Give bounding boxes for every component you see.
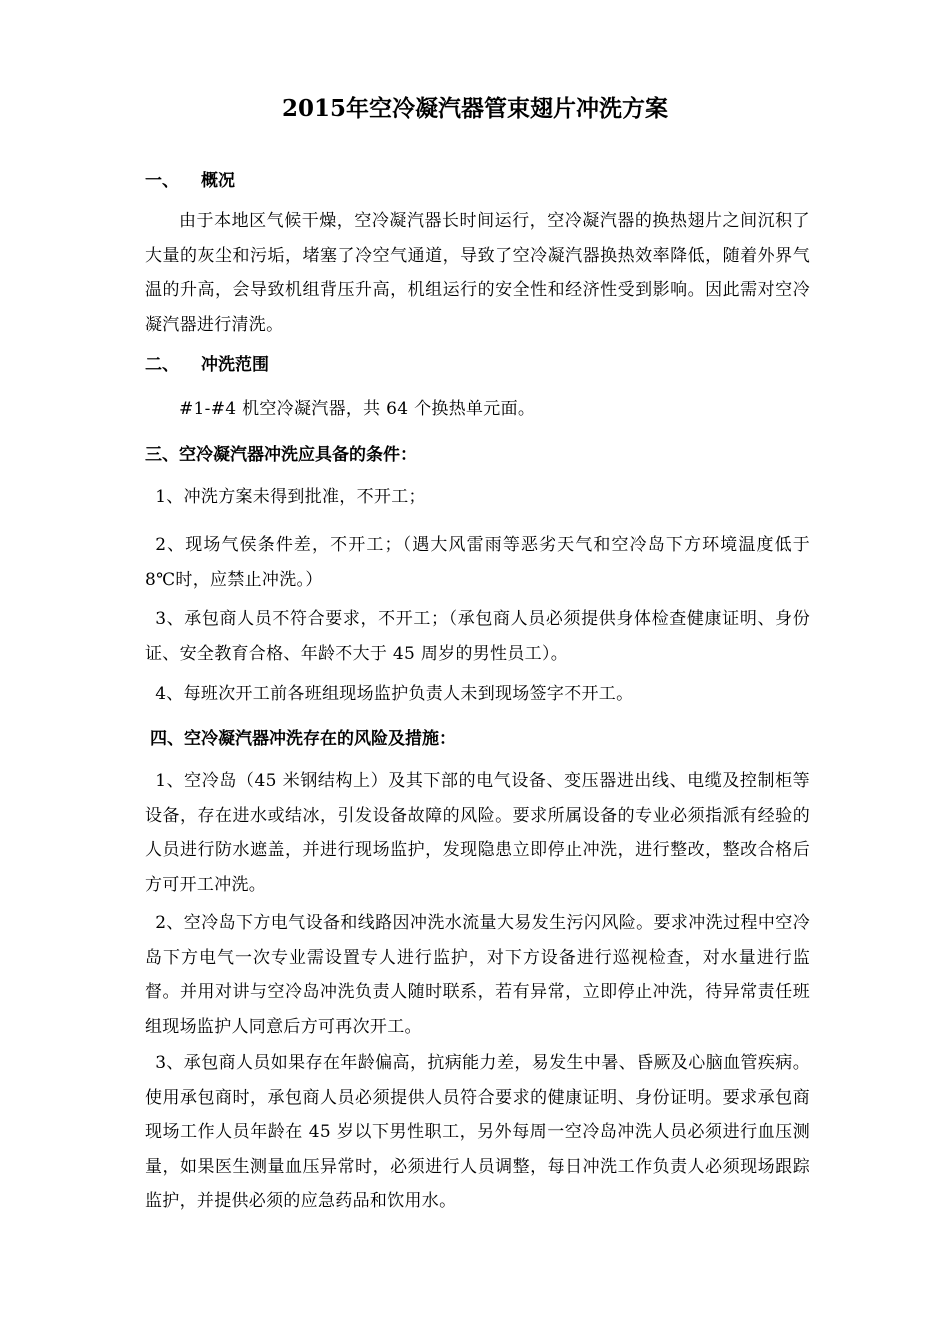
- section-3-item-4: 4、每班次开工前各班组现场监护负责人未到现场签字不开工。: [155, 684, 634, 704]
- document-title: 2015年空冷凝汽器管束翅片冲洗方案: [281, 95, 668, 122]
- section-3-item-3: 3、承包商人员不符合要求，不开工；（承包商人员必须提供身体检查健康证明、身份证、安全教育合格、年龄不大于 45 周岁的男性员工）。: [145, 609, 810, 664]
- section-4-item-1: 1、空冷岛（45 米钢结构上）及其下部的电气设备、变压器进出线、电缆及控制柜等设备，存在进水或结冰，引发设备故障的风险。要求所属设备的专业必须指派有经验的人员进行防水遮盖，并进行现场监护，发现隐患立即停止冲洗，进行整改，整改合格后方可开工冲洗。: [145, 771, 810, 895]
- section-2-title: 冲洗范围: [201, 355, 269, 375]
- section-2-body: #1-#4 机空冷凝汽器，共 64 个换热单元面。: [179, 399, 536, 419]
- section-1-body: 由于本地区气候干燥，空冷凝汽器长时间运行，空冷凝汽器的换热翅片之间沉积了大量的灰尘和污垢，堵塞了冷空气通道，导致了空冷凝汽器换热效率降低，随着外界气温的升高，会导致机组背压升高，机组运行的安全性和经济性受到影响。因此需对空冷凝汽器进行清洗。: [145, 211, 810, 335]
- section-4-item-2: 2、空冷岛下方电气设备和线路因冲洗水流量大易发生污闪风险。要求冲洗过程中空冷岛下方电气一次专业需设置专人进行监护，对下方设备进行巡视检查，对水量进行监督。并用对讲与空冷岛冲洗负责人随时联系，若有异常，立即停止冲洗，待异常责任班组现场监护人同意后方可再次开工。: [145, 913, 810, 1037]
- section-4-item-3: 3、承包商人员如果存在年龄偏高，抗病能力差，易发生中暑、昏厥及心脑血管疾病。使用承包商时，承包商人员必须提供人员符合要求的健康证明、身份证明。要求承包商现场工作人员年龄在 45 岁以下男性职工，另外每周一空冷岛冲洗人员必须进行血压测量，如果医生测量血压异常时，必须进行人员调整，每日冲洗工作负责人必须现场跟踪监护，并提供必须的应急药品和饮用水。: [145, 1053, 810, 1211]
- section-1-heading: [145, 168, 235, 194]
- section-3-heading: 三、空冷凝汽器冲洗应具备的条件：: [145, 445, 417, 465]
- section-4-heading: 四、空冷凝汽器冲洗存在的风险及措施：: [150, 729, 456, 749]
- section-1-title: 概况: [201, 171, 235, 191]
- section-2-number: 二、: [145, 355, 179, 375]
- section-2-heading: [145, 352, 269, 378]
- section-3-item-1: 1、冲洗方案未得到批准，不开工；: [155, 487, 426, 507]
- section-3-item-2: 2、现场气侯条件差，不开工；（遇大风雷雨等恶劣天气和空冷岛下方环境温度低于 8℃时，应禁止冲洗。）: [145, 535, 810, 590]
- section-1-number: 一、: [145, 171, 179, 191]
